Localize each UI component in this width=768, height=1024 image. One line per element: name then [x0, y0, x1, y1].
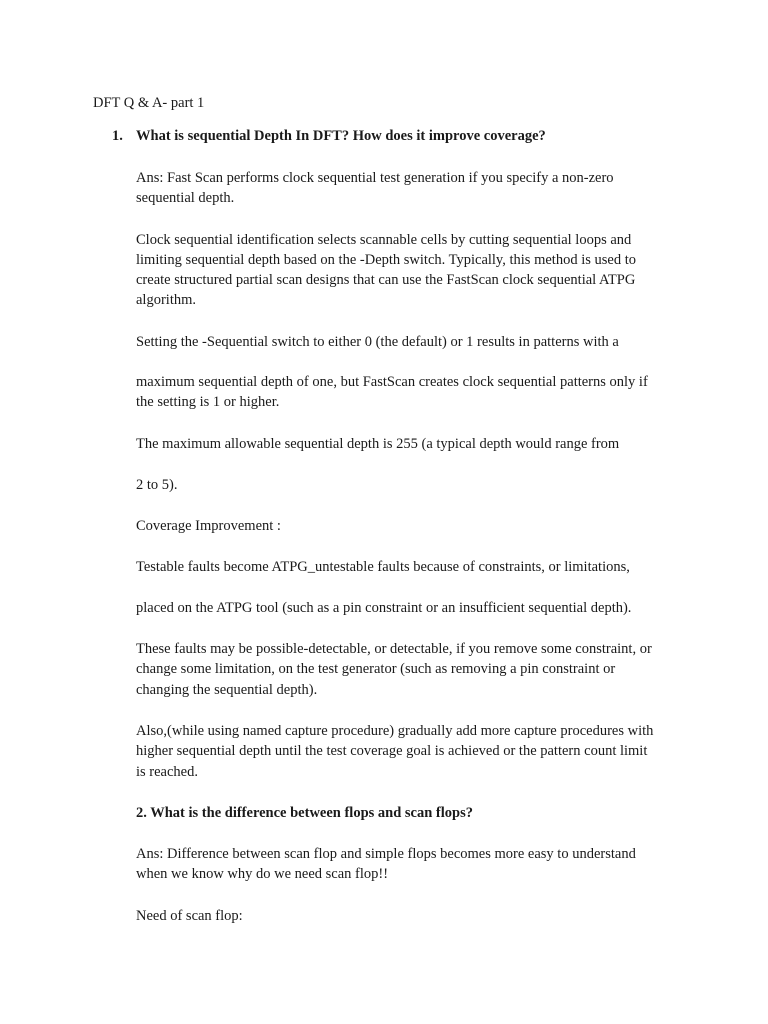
- q1-paragraph-4-line-2: the setting is 1 or higher.: [136, 394, 280, 410]
- q1-paragraph-2-line-3: create structured partial scan designs that can use the FastScan clock sequential ATPG: [136, 272, 636, 288]
- q1-paragraph-5: The maximum allowable sequential depth is 255 (a typical depth would range from: [136, 436, 620, 452]
- q1-paragraph-3: Setting the -Sequential switch to either 0 (the default) or 1 results in patterns with a: [136, 334, 619, 350]
- q1-paragraph-2-line-4: algorithm.: [136, 292, 197, 308]
- q1-paragraph-11-line-2: higher sequential depth until the test coverage goal is achieved or the pattern count limit: [136, 743, 648, 759]
- q1-paragraph-2-line-2: limiting sequential depth based on the -Depth switch. Typically, this method is used to: [136, 252, 636, 268]
- document-title: DFT Q & A- part 1: [93, 95, 205, 111]
- q2-need-of-scan-flop-label: Need of scan flop:: [136, 908, 243, 924]
- q1-coverage-improvement-label: Coverage Improvement :: [136, 518, 281, 534]
- q1-paragraph-9: placed on the ATPG tool (such as a pin constraint or an insufficient sequential depth).: [136, 600, 632, 616]
- q1-paragraph-10-line-1: These faults may be possible-detectable, or detectable, if you remove some constraint, or: [136, 641, 652, 657]
- q1-answer-line-1: Ans: Fast Scan performs clock sequential test generation if you specify a non-zero: [136, 170, 614, 186]
- q1-paragraph-2-line-1: Clock sequential identification selects scannable cells by cutting sequential loops and: [136, 232, 632, 248]
- q1-paragraph-11-line-1: Also,(while using named capture procedure) gradually add more capture procedures with: [136, 723, 654, 739]
- q1-paragraph-4-line-1: maximum sequential depth of one, but FastScan creates clock sequential patterns only if: [136, 374, 648, 390]
- q1-paragraph-8: Testable faults become ATPG_untestable faults because of constraints, or limitations,: [136, 559, 630, 575]
- q1-answer-line-2: sequential depth.: [136, 190, 235, 206]
- question-1-heading: What is sequential Depth In DFT? How does it improve coverage?: [136, 128, 546, 144]
- q2-answer-line-1: Ans: Difference between scan flop and simple flops becomes more easy to understand: [136, 846, 636, 862]
- q2-answer-line-2: when we know why do we need scan flop!!: [136, 866, 389, 882]
- question-1-number: 1.: [112, 128, 123, 144]
- q1-paragraph-10-line-2: change some limitation, on the test generator (such as removing a pin constraint or: [136, 661, 616, 677]
- question-2-heading: 2. What is the difference between flops and scan flops?: [136, 805, 473, 821]
- q1-paragraph-6: 2 to 5).: [136, 477, 178, 493]
- q1-paragraph-11-line-3: is reached.: [136, 764, 198, 780]
- q1-paragraph-10-line-3: changing the sequential depth).: [136, 682, 318, 698]
